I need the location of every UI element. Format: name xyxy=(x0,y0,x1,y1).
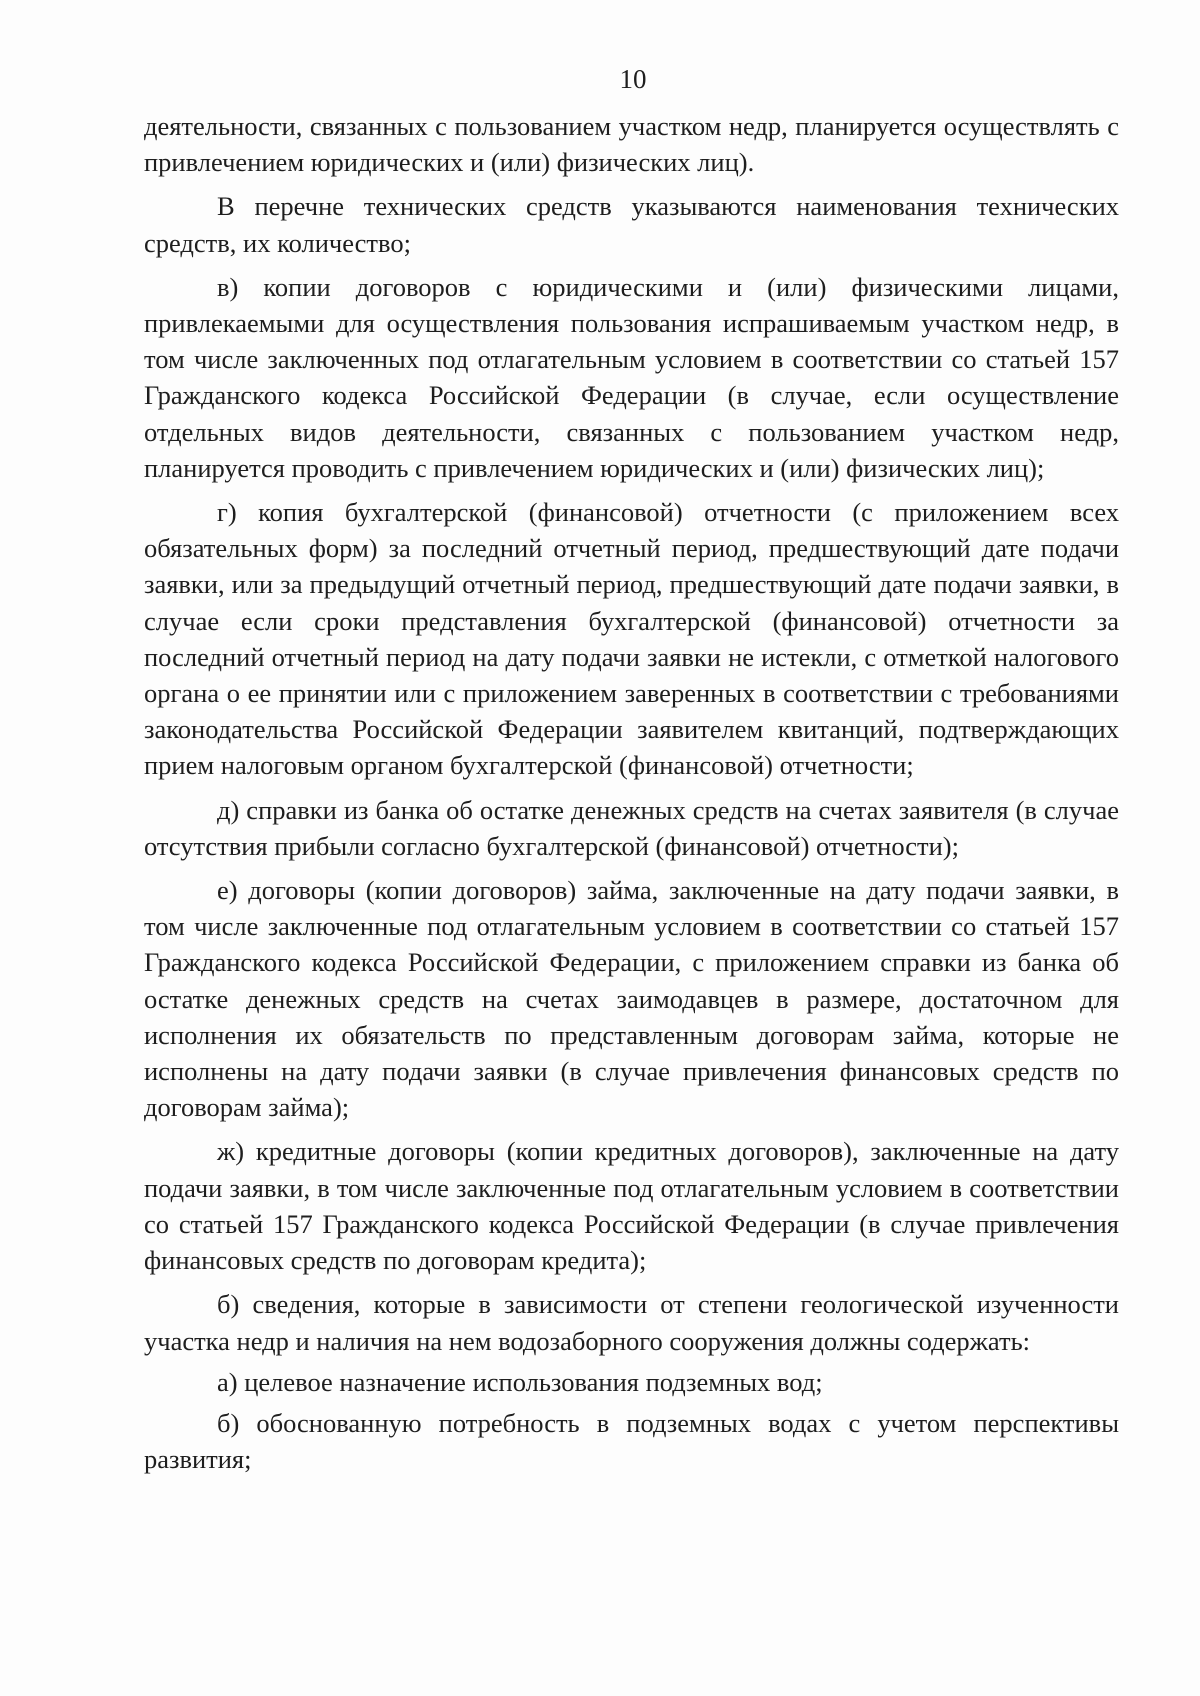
paragraph-subitem-b: б) обоснованную потребность в подземных водах с учетом перспективы развития; xyxy=(144,1407,1119,1475)
paragraph-item-v: в) копии договоров с юридическими и (или) физическими лицами, привлекаемыми для осуществления пользования испрашиваемым участком недр, в том числе заключенных под отлагательным условием в соответствии со статьей 157 Гражданского кодекса Российской Федерации (в случае, если осуществление отдельных видов деятельности, связанных с пользованием участком недр, планируется проводить с привлечением юридических и (или) физических лиц); xyxy=(144,271,1119,483)
paragraph-item-6: б) сведения, которые в зависимости от степени геологической изученности участка недр и наличия на нем водозаборного сооружения должны содержать: xyxy=(144,1289,1119,1356)
paragraph-item-d: д) справки из банка об остатке денежных средств на счетах заявителя (в случае отсутствия прибыли согласно бухгалтерской (финансовой) отчетности); xyxy=(144,794,1119,861)
page-number: 10 xyxy=(619,64,647,94)
paragraph-item-g: г) копия бухгалтерской (финансовой) отчетности (с приложением всех обязательных форм) за последний отчетный период, предшествующий дате подачи заявки, или за предыдущий отчетный период, предшествующий дате подачи заявки, в случае если сроки представления бухгалтерской (финансовой) отчетности за последний отчетный период на дату подачи заявки не истекли, с отметкой налогового органа о ее принятии или с приложением заверенных в соответствии с требованиями законодательства Российской Федерации заявителем квитанций, подтверждающих прием налоговым органом бухгалтерской (финансовой) отчетности; xyxy=(144,497,1119,781)
paragraph-continuation: деятельности, связанных с пользованием участком недр, планируется осуществлять с привлечением юридических и (или) физических лиц). xyxy=(144,111,1119,178)
paragraph-subitem-a: а) целевое назначение использования подземных вод; xyxy=(217,1366,823,1397)
paragraph-technical-means: В перечне технических средств указываются наименования технических средств, их количество; xyxy=(144,191,1119,258)
paragraph-item-e: е) договоры (копии договоров) займа, заключенные на дату подачи заявки, в том числе заключенные под отлагательным условием в соответствии со статьей 157 Гражданского кодекса Российской Федерации, с приложением справки из банка об остатке денежных средств на счетах заимодавцев в размере, достаточном для исполнения их обязательств по представленным договорам займа, которые не исполнены на дату подачи заявки (в случае привлечения финансовых средств по договорам займа); xyxy=(144,875,1119,1123)
document-body xyxy=(144,108,1119,1477)
paragraph-item-zh: ж) кредитные договоры (копии кредитных договоров), заключенные на дату подачи заявки, в том числе заключенные под отлагательным условием в соответствии со статьей 157 Гражданского кодекса Российской Федерации (в случае привлечения финансовых средств по договорам кредита); xyxy=(144,1136,1119,1276)
